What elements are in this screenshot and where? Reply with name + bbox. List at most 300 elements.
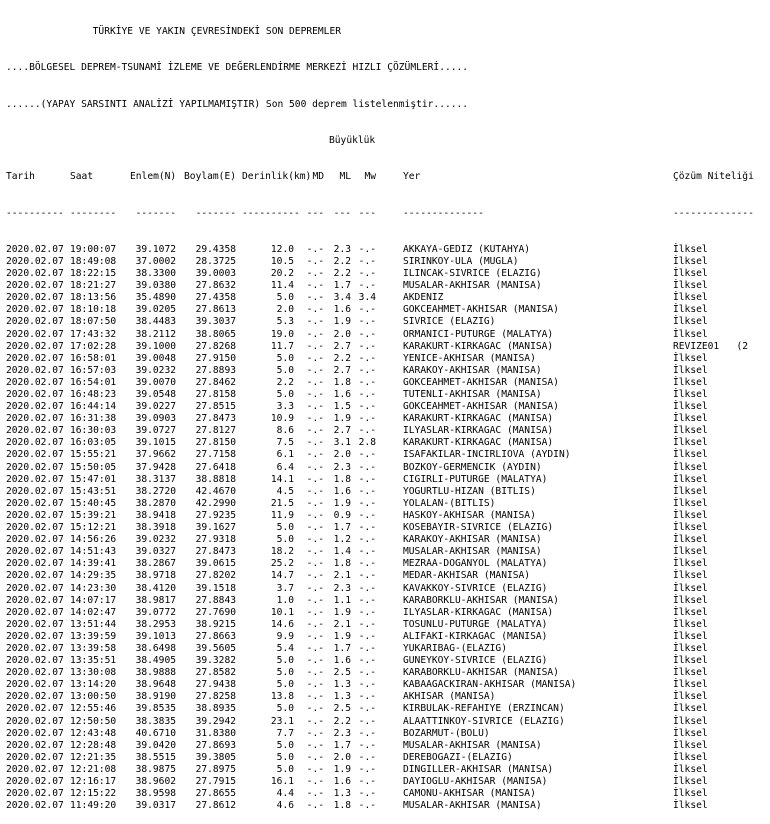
table-row: [6, 449, 770, 461]
row-lon: 27.8473: [195, 546, 236, 558]
row-solution: İlksel: [673, 582, 708, 594]
row-md: -.-: [306, 800, 324, 812]
table-row: [6, 522, 770, 534]
row-date: 2020.02.07: [6, 679, 64, 691]
row-time: 13:00:50: [70, 691, 117, 703]
row-depth: 5.0: [276, 667, 294, 679]
row-time: 18:07:50: [70, 316, 117, 328]
row-time: 15:12:21: [70, 522, 117, 534]
row-lat: 39.8535: [135, 703, 176, 715]
row-mw: -.-: [358, 558, 376, 570]
row-mw: -.-: [358, 800, 376, 812]
row-date: 2020.02.07: [6, 328, 64, 340]
row-lon: 27.8150: [195, 437, 236, 449]
row-lat: 38.3300: [135, 268, 176, 280]
row-solution: İlksel: [673, 618, 708, 630]
row-lat: 37.0002: [135, 255, 176, 267]
row-lat: 38.5515: [135, 751, 176, 763]
row-lon: 27.8663: [195, 630, 236, 642]
row-date: 2020.02.07: [6, 473, 64, 485]
table-row: [6, 425, 770, 437]
row-time: 15:55:21: [70, 449, 117, 461]
row-md: -.-: [306, 449, 324, 461]
row-lon: 39.2942: [195, 715, 236, 727]
row-ml: 1.6: [333, 776, 351, 787]
row-lat: 39.0048: [135, 352, 176, 364]
row-time: 14:39:41: [70, 558, 117, 570]
row-depth: 5.0: [276, 292, 294, 304]
row-ml: 3.1: [333, 437, 351, 449]
row-depth: 10.9: [270, 413, 294, 425]
row-ml: 2.3: [333, 461, 351, 473]
row-depth: 21.5: [270, 497, 294, 509]
row-location: AKDENIZ: [403, 292, 444, 304]
row-solution: İlksel: [673, 606, 708, 618]
column-headers: [6, 171, 770, 183]
row-lat: 37.9428: [135, 461, 176, 473]
row-location: KARAKURT-KIRKAGAC (MANISA): [403, 413, 554, 425]
row-date: 2020.02.07: [6, 558, 64, 570]
row-depth: 5.0: [276, 679, 294, 691]
row-time: 12:28:48: [70, 739, 117, 751]
row-mw: -.-: [358, 304, 376, 316]
row-time: 13:39:58: [70, 642, 117, 654]
row-md: -.-: [306, 316, 324, 328]
row-date: 2020.02.07: [6, 642, 64, 654]
table-row: [6, 631, 770, 643]
row-lon: 27.8158: [195, 389, 236, 400]
row-ml: 1.8: [333, 800, 351, 812]
row-lat: 39.0380: [135, 280, 176, 292]
row-lat: 38.6498: [135, 642, 176, 654]
row-md: -.-: [306, 243, 324, 255]
row-date: 2020.02.07: [6, 594, 64, 606]
col-time: Saat: [70, 171, 94, 183]
row-location: SIVRICE (ELAZIG): [403, 316, 496, 328]
row-lat: 38.9602: [135, 776, 176, 787]
row-mw: -.-: [358, 461, 376, 473]
row-date: 2020.02.07: [6, 364, 64, 376]
row-solution: İlksel: [673, 376, 708, 388]
row-location: DINGILLER-AKHISAR (MANISA): [403, 763, 554, 775]
row-mw: -.-: [358, 630, 376, 642]
row-mw: -.-: [358, 703, 376, 715]
row-md: -.-: [306, 509, 324, 521]
row-lon: 39.5605: [195, 642, 236, 654]
row-location: ORMANICI-PUTURGE (MALATYA): [403, 328, 554, 340]
row-mw: -.-: [358, 776, 376, 787]
magnitude-group-header: [6, 135, 770, 147]
row-lat: 38.3137: [135, 473, 176, 485]
row-md: -.-: [306, 328, 324, 340]
row-location: CIGIRLI-PUTURGE (MALATYA): [403, 473, 548, 485]
row-time: 15:47:01: [70, 473, 117, 485]
table-row: [6, 486, 770, 498]
row-mw: -.-: [358, 655, 376, 667]
row-ml: 2.5: [333, 667, 351, 679]
row-time: 18:49:08: [70, 255, 117, 267]
row-depth: 5.0: [276, 703, 294, 715]
row-mw: 3.4: [358, 292, 376, 304]
row-date: 2020.02.07: [6, 255, 64, 267]
table-row: [6, 329, 770, 341]
row-depth: 5.3: [276, 316, 294, 328]
row-ml: 2.3: [333, 582, 351, 594]
row-date: 2020.02.07: [6, 691, 64, 703]
row-md: -.-: [306, 691, 324, 703]
row-mw: -.-: [358, 570, 376, 582]
row-date: 2020.02.07: [6, 389, 64, 400]
row-ml: 2.3: [333, 727, 351, 739]
row-solution: İlksel: [673, 522, 708, 534]
row-location: ILINCAK-SIVRICE (ELAZIG): [403, 268, 542, 280]
table-row: [6, 546, 770, 558]
row-mw: -.-: [358, 425, 376, 437]
row-depth: 5.0: [276, 389, 294, 400]
row-lat: 38.4483: [135, 316, 176, 328]
row-time: 14:51:43: [70, 546, 117, 558]
row-ml: 1.9: [333, 497, 351, 509]
row-lon: 39.3282: [195, 655, 236, 667]
row-location: GOKCEAHMET-AKHISAR (MANISA): [403, 304, 559, 316]
header-institution: ....BÖLGESEL DEPREM-TSUNAMİ İZLEME VE DEĞERLENDİRME MERKEZİ HIZLI ÇÖZÜMLERİ.....: [6, 62, 469, 74]
column-separators: [6, 208, 770, 220]
table-row: [6, 703, 770, 715]
row-lon: 27.6418: [195, 461, 236, 473]
row-ml: 2.1: [333, 618, 351, 630]
sep-solution: --------------: [673, 207, 754, 219]
col-solution: Çözüm Niteliği: [673, 171, 754, 183]
row-lat: 39.0420: [135, 739, 176, 751]
row-depth: 11.4: [270, 280, 294, 292]
row-location: KAVAKKOY-SIVRICE (ELAZIG): [403, 582, 548, 594]
row-lat: 38.4120: [135, 582, 176, 594]
row-date: 2020.02.07: [6, 316, 64, 328]
row-ml: 2.5: [333, 703, 351, 715]
table-row: [6, 570, 770, 582]
table-row: [6, 401, 770, 413]
row-date: 2020.02.07: [6, 376, 64, 388]
table-row: [6, 800, 770, 812]
row-solution: İlksel: [673, 558, 708, 570]
row-lat: 38.9190: [135, 691, 176, 703]
row-mw: -.-: [358, 328, 376, 340]
row-md: -.-: [306, 425, 324, 437]
row-lon: 27.8693: [195, 739, 236, 751]
row-date: 2020.02.07: [6, 534, 64, 546]
table-row: [6, 788, 770, 800]
row-depth: 11.7: [270, 340, 294, 352]
row-depth: 23.1: [270, 715, 294, 727]
row-md: -.-: [306, 485, 324, 497]
row-ml: 2.2: [333, 352, 351, 364]
row-date: 2020.02.07: [6, 546, 64, 558]
row-date: 2020.02.07: [6, 461, 64, 473]
row-time: 17:02:28: [70, 340, 117, 352]
row-lon: 27.9318: [195, 534, 236, 546]
row-mw: -.-: [358, 473, 376, 485]
row-ml: 1.4: [333, 546, 351, 558]
row-depth: 5.0: [276, 364, 294, 376]
table-row: [6, 716, 770, 728]
table-row: [6, 268, 770, 280]
row-lat: 38.9875: [135, 763, 176, 775]
row-date: 2020.02.07: [6, 582, 64, 594]
row-depth: 13.8: [270, 691, 294, 703]
row-time: 13:51:44: [70, 618, 117, 630]
table-row: [6, 607, 770, 619]
table-row: [6, 292, 770, 304]
row-mw: -.-: [358, 679, 376, 691]
row-mw: -.-: [358, 340, 376, 352]
sep-location: --------------: [403, 207, 484, 219]
row-date: 2020.02.07: [6, 497, 64, 509]
row-lat: 38.9718: [135, 570, 176, 582]
row-location: KARAKURT-KIRKAGAC (MANISA): [403, 437, 554, 449]
col-location: Yer: [403, 171, 421, 183]
table-row: [6, 752, 770, 764]
row-date: 2020.02.07: [6, 751, 64, 763]
sep-date: ----------: [6, 207, 64, 219]
row-solution: İlksel: [673, 280, 708, 292]
row-lat: 38.9817: [135, 594, 176, 606]
row-location: CAMONU-AKHISAR (MANISA): [403, 788, 536, 800]
row-mw: -.-: [358, 316, 376, 328]
row-time: 16:57:03: [70, 364, 117, 376]
row-solution: İlksel: [673, 715, 708, 727]
table-row: [6, 691, 770, 703]
row-md: -.-: [306, 667, 324, 679]
row-lon: 31.8380: [195, 727, 236, 739]
row-mw: -.-: [358, 594, 376, 606]
row-mw: -.-: [358, 401, 376, 413]
earthquake-list-document: [6, 2, 770, 824]
row-lat: 39.0205: [135, 304, 176, 316]
row-time: 12:55:46: [70, 703, 117, 715]
row-solution: İlksel: [673, 437, 708, 449]
row-md: -.-: [306, 618, 324, 630]
row-md: -.-: [306, 546, 324, 558]
row-time: 14:56:26: [70, 534, 117, 546]
row-location: GOKCEAHMET-AKHISAR (MANISA): [403, 376, 559, 388]
row-mw: -.-: [358, 389, 376, 400]
table-row: [6, 365, 770, 377]
row-mw: -.-: [358, 449, 376, 461]
row-location: KABAAGACKIRAN-AKHISAR (MANISA): [403, 679, 577, 691]
row-mw: -.-: [358, 534, 376, 546]
row-depth: 5.0: [276, 739, 294, 751]
row-md: -.-: [306, 437, 324, 449]
col-mw: Mw: [364, 171, 376, 183]
row-depth: 10.5: [270, 255, 294, 267]
row-location: MEZRAA-DOGANYOL (MALATYA): [403, 558, 548, 570]
row-mw: -.-: [358, 715, 376, 727]
row-solution: İlksel: [673, 630, 708, 642]
row-ml: 2.2: [333, 268, 351, 280]
row-ml: 1.9: [333, 413, 351, 425]
row-lon: 27.8462: [195, 376, 236, 388]
row-ml: 1.7: [333, 280, 351, 292]
row-lat: 39.1013: [135, 630, 176, 642]
row-date: 2020.02.07: [6, 739, 64, 751]
row-depth: 7.7: [276, 727, 294, 739]
row-lat: 38.2112: [135, 328, 176, 340]
row-ml: 2.0: [333, 751, 351, 763]
row-ml: 1.7: [333, 522, 351, 534]
sep-time: --------: [70, 207, 117, 219]
row-date: 2020.02.07: [6, 788, 64, 800]
row-mw: -.-: [358, 522, 376, 534]
header-note: ......(YAPAY SARSINTI ANALİZİ YAPILMAMIŞTIR) Son 500 deprem listelenmiştir......: [6, 98, 469, 110]
row-date: 2020.02.07: [6, 413, 64, 425]
row-solution: İlksel: [673, 594, 708, 606]
row-mw: -.-: [358, 268, 376, 280]
row-solution: İlksel: [673, 425, 708, 437]
row-depth: 8.6: [276, 425, 294, 437]
row-lat: 39.0548: [135, 389, 176, 400]
row-depth: 12.0: [270, 243, 294, 255]
row-location: KARAKOY-AKHISAR (MANISA): [403, 534, 542, 546]
row-lat: 38.2867: [135, 558, 176, 570]
row-time: 12:21:08: [70, 763, 117, 775]
row-md: -.-: [306, 776, 324, 787]
table-row: [6, 740, 770, 752]
table-row: [6, 341, 770, 353]
row-lon: 27.8893: [195, 364, 236, 376]
row-location: DAYIOGLU-AKHISAR (MANISA): [403, 776, 548, 787]
table-row: [6, 583, 770, 595]
row-md: -.-: [306, 280, 324, 292]
row-md: -.-: [306, 364, 324, 376]
row-location: KOSEBAYIR-SIVRICE (ELAZIG): [403, 522, 554, 534]
row-md: -.-: [306, 389, 324, 400]
row-ml: 1.8: [333, 473, 351, 485]
row-date: 2020.02.07: [6, 630, 64, 642]
row-mw: -.-: [358, 606, 376, 618]
row-md: -.-: [306, 570, 324, 582]
row-date: 2020.02.07: [6, 401, 64, 413]
row-ml: 0.9: [333, 509, 351, 521]
row-depth: 6.1: [276, 449, 294, 461]
earthquake-rows: [6, 244, 770, 812]
row-location: AKKAYA-GEDIZ (KUTAHYA): [403, 243, 531, 255]
row-location: ILYASLAR-KIRKAGAC (MANISA): [403, 606, 554, 618]
row-location: KIRBULAK-REFAHIYE (ERZINCAN): [403, 703, 565, 715]
row-time: 18:13:56: [70, 292, 117, 304]
row-lon: 27.9150: [195, 352, 236, 364]
row-md: -.-: [306, 715, 324, 727]
row-mw: -.-: [358, 763, 376, 775]
row-depth: 4.4: [276, 788, 294, 800]
row-location: KARABORKLU-AKHISAR (MANISA): [403, 667, 559, 679]
row-date: 2020.02.07: [6, 280, 64, 292]
row-solution: İlksel: [673, 509, 708, 521]
table-row: [6, 595, 770, 607]
row-md: -.-: [306, 292, 324, 304]
row-location: ISAFAKILAR-INCIRLIOVA (AYDIN): [403, 449, 571, 461]
row-location: KARABORKLU-AKHISAR (MANISA): [403, 594, 559, 606]
row-location: MUSALAR-AKHISAR (MANISA): [403, 739, 542, 751]
row-depth: 5.4: [276, 642, 294, 654]
row-ml: 1.6: [333, 389, 351, 400]
row-depth: 2.0: [276, 304, 294, 316]
row-time: 12:50:50: [70, 715, 117, 727]
row-time: 14:23:30: [70, 582, 117, 594]
row-location: DEREBOGAZI-(ELAZIG): [403, 751, 513, 763]
row-ml: 1.2: [333, 534, 351, 546]
row-lat: 38.9888: [135, 667, 176, 679]
row-time: 12:21:35: [70, 751, 117, 763]
row-md: -.-: [306, 763, 324, 775]
row-solution: İlksel: [673, 461, 708, 473]
row-depth: 7.5: [276, 437, 294, 449]
row-ml: 1.9: [333, 606, 351, 618]
row-lat: 39.0070: [135, 376, 176, 388]
row-md: -.-: [306, 461, 324, 473]
row-depth: 16.1: [270, 776, 294, 787]
row-lon: 27.8613: [195, 304, 236, 316]
row-location: YOLALAN-(BITLIS): [403, 497, 496, 509]
row-ml: 2.7: [333, 364, 351, 376]
row-ml: 1.8: [333, 376, 351, 388]
row-lon: 27.8975: [195, 763, 236, 775]
row-depth: 10.1: [270, 606, 294, 618]
row-md: -.-: [306, 522, 324, 534]
row-solution: İlksel: [673, 316, 708, 328]
row-location: YOGURTLU-HIZAN (BITLIS): [403, 485, 536, 497]
row-depth: 14.1: [270, 473, 294, 485]
table-row: [6, 353, 770, 365]
row-time: 15:50:05: [70, 461, 117, 473]
row-solution: İlksel: [673, 328, 708, 340]
row-lon: 27.9438: [195, 679, 236, 691]
row-md: -.-: [306, 534, 324, 546]
row-time: 12:16:17: [70, 776, 117, 787]
row-lat: 37.9662: [135, 449, 176, 461]
row-time: 13:30:08: [70, 667, 117, 679]
row-lon: 27.8515: [195, 401, 236, 413]
row-md: -.-: [306, 340, 324, 352]
row-lon: 27.8843: [195, 594, 236, 606]
row-date: 2020.02.07: [6, 727, 64, 739]
row-lon: 27.8202: [195, 570, 236, 582]
row-md: -.-: [306, 304, 324, 316]
table-row: [6, 244, 770, 256]
row-lon: 39.0615: [195, 558, 236, 570]
row-ml: 2.2: [333, 255, 351, 267]
row-lat: 38.3835: [135, 715, 176, 727]
row-location: MUSALAR-AKHISAR (MANISA): [403, 280, 542, 292]
row-lon: 27.7158: [195, 449, 236, 461]
row-date: 2020.02.07: [6, 618, 64, 630]
row-lon: 39.1518: [195, 582, 236, 594]
row-mw: -.-: [358, 243, 376, 255]
row-time: 13:14:20: [70, 679, 117, 691]
row-lon: 27.8127: [195, 425, 236, 437]
row-md: -.-: [306, 352, 324, 364]
row-ml: 2.7: [333, 425, 351, 437]
row-lon: 27.8632: [195, 280, 236, 292]
row-time: 15:43:51: [70, 485, 117, 497]
row-location: AKHISAR (MANISA): [403, 691, 496, 703]
row-lon: 38.8818: [195, 473, 236, 485]
row-lon: 27.8473: [195, 413, 236, 425]
row-lon: 27.8612: [195, 800, 236, 812]
row-mw: -.-: [358, 727, 376, 739]
row-md: -.-: [306, 630, 324, 642]
row-date: 2020.02.07: [6, 437, 64, 449]
row-depth: 19.0: [270, 328, 294, 340]
